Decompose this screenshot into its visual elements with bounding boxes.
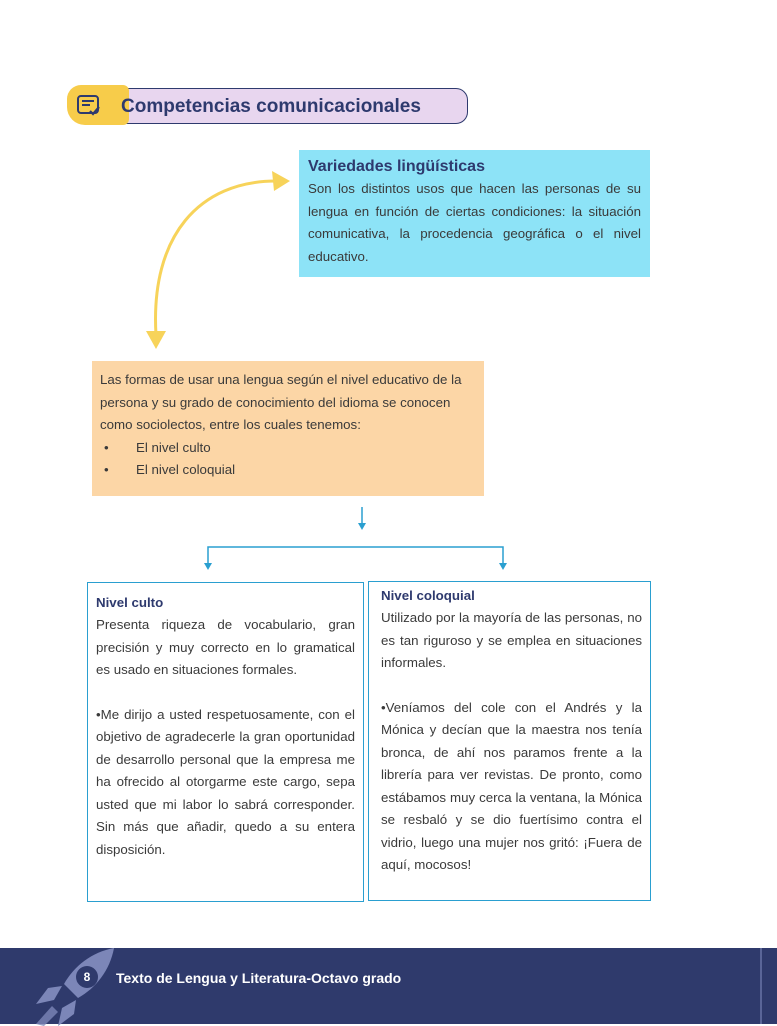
arrowhead-right-icon [272, 171, 290, 191]
sociolectos-box [92, 361, 484, 496]
section-title: Competencias comunicacionales [121, 96, 421, 117]
curved-double-arrow [140, 165, 300, 355]
variedades-text: Son los distintos usos que hacen las personas de su lengua en función de ciertas condiciones: la situación comunicativa, la procedencia geográfica o el nivel educativo. [308, 181, 641, 264]
footer-text: Texto de Lengua y Literatura-Octavo grado [116, 970, 402, 986]
sociolectos-text: Las formas de usar una lengua según el nivel educativo de la persona y su grado de conocimiento del idioma se conocen como sociolectos, entre los cuales tenemos: [100, 372, 462, 432]
checklist-icon [76, 94, 102, 118]
arrow-down-icon [204, 563, 212, 570]
nivel-coloquial-title: Nivel coloquial [381, 588, 475, 603]
arrow-down-icon [358, 523, 366, 530]
bullet: • [104, 462, 109, 477]
list-item [100, 459, 476, 482]
branch-connector [195, 505, 515, 575]
arrowhead-down-icon [146, 331, 166, 349]
list-item-label: El nivel coloquial [136, 462, 236, 477]
nivel-coloquial-box [368, 581, 651, 901]
arrow-down-icon [499, 563, 507, 570]
bullet: • [104, 439, 109, 455]
variedades-title: Variedades lingüísticas [308, 158, 485, 175]
rocket-icon [22, 946, 132, 1026]
nivel-coloquial-example: •Veníamos del cole con el Andrés y la Mónica y decían que la maestra nos tenía bronca, de ahí nos paramos frente a la librería para ver revistas. De pronto, como estábamos muy cerca la ventana, la Mónica se resbaló y se dio fuertísimo contra el vidrio, luego una mujer nos gritó: ¡Fuera de aquí, mocosos! [381, 699, 642, 872]
nivel-culto-box [87, 582, 364, 902]
footer-divider [760, 948, 762, 1024]
nivel-culto-description: Presenta riqueza de vocabulario, gran precisión y muy correcto en lo gramatical es usado en situaciones formales. [96, 617, 355, 677]
variedades-box [299, 150, 650, 277]
nivel-coloquial-description: Utilizado por la mayoría de las personas, no es tan riguroso y se emplea en situaciones informales. [381, 610, 642, 670]
list-item [100, 437, 476, 460]
nivel-culto-example: •Me dirijo a usted respetuosamente, con el objetivo de agradecerle la gran oportunidad de desarrollo personal que la empresa me ha ofrecido al otorgarme este cargo, sepa usted que mi labor lo sabrá corresponder. Sin más que añadir, quedo a su entera disposición. [96, 706, 355, 857]
list-item-label: El nivel culto [136, 439, 211, 455]
nivel-culto-title: Nivel culto [96, 595, 164, 610]
page-number: 8 [76, 966, 98, 988]
